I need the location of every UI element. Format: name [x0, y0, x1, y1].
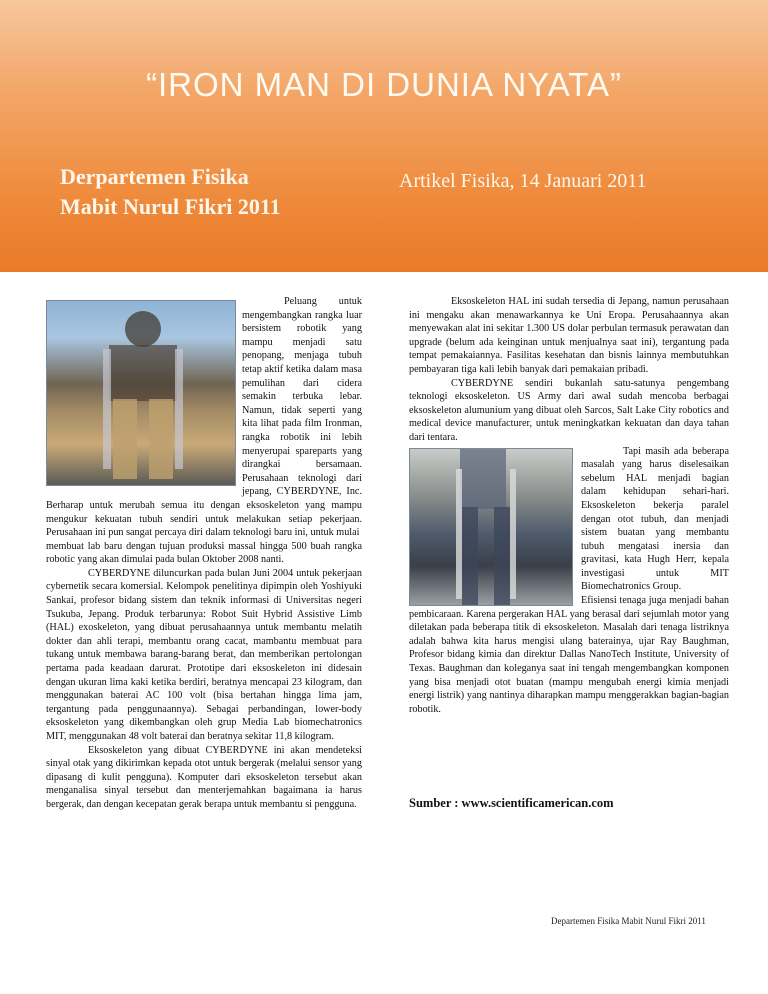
right-paragraph-2: CYBERDYNE sendiri bukanlah satu-satunya pengembang teknologi eksoskeleton. US Army dari awal sudah mencoba berbagai eksoskeleton alumunium yang dibuat oleh Sarcos, Salt Lake City robotics and medical device manufacturer, untuk meningkatkan kekuatan dan daya tahan dari tentara. — [409, 377, 729, 443]
department-name — [60, 162, 281, 222]
left-paragraph-2: membuat lab baru dengan tujuan produksi massal hingga 500 buah rangka robotic yang akan dimulai pada bulan Oktober 2008 nanti. — [46, 540, 362, 566]
left-paragraph-3: CYBERDYNE diluncurkan pada bulan Juni 2004 untuk pekerjaan cybernetik secara komersial. Kelompok penelitinya dipimpin oleh Yoshiyuki Sankai, profesor bidang sistem dan teknik informasi di Universitas negeri Tsukuba, Jepang. Produk terbarunya: Robot Suit Hybrid Assistive Limb (HAL) exoskeleton, yang dibuat perusahaannya untuk membantu melatih dokter dan ahli terapi, membantu orang cacat, mambantu membuat para tukang untuk membawa barang-barang berat, dan memberikan pertolongan pertama pada keadaan darurat. Prototipe dari eksoskeleton ini didesain dengan ukuran lima kaki ketika berdiri, beratnya mencapai 23 kilogram, dan menggunakan baterai AC 100 volt (bisa bertahan hingga lima jam, tergantung pada penggunaannya). Sebagai perbandingan, lower-body eksoskeleton yang dikembangkan oleh grup Media Lab biomechatronics MIT, menggunakan 48 volt baterai dan beratnya sekitar 11,8 kilogram. — [46, 567, 362, 742]
page-footer: Departemen Fisika Mabit Nurul Fikri 2011 — [551, 916, 706, 926]
left-paragraph-1: Peluang untuk mengembangkan rangka luar bersistem robotik yang mampu menjadi satu penopang, menjaga tubuh tetap aktif ketika dalam masa pemulihan dari cidera semakin terbuka lebar. Namun, tidak seperti yang kita lihat pada film Ironman, rangka robotik ini lebih menyerupai spareparts yang dirangkai bersamaan. Perusahaan teknologi dari jepang, CYBERDYNE, Inc. Berharap untuk merubah semua itu dengan eksoskeleton yang mampu mengukur kekuatan tubuh sendiri untuk melakukan setiap pekerjaan. Perusahaan ini pun sangat percaya diri dalam teknologi baru ini, untuk mulai — [46, 296, 362, 539]
page-title: “IRON MAN DI DUNIA NYATA” — [145, 66, 622, 103]
department-line-1: Derpartemen Fisika — [60, 164, 249, 189]
right-column — [409, 295, 729, 716]
right-paragraph-1: Eksoskeleton HAL ini sudah tersedia di Jepang, namun perusahaan ini mengaku akan menawarkannya ke Uni Eropa. Perusahaannya akan menyewakan alat ini sekitar 1.300 US dolar perbulan termasuk perawatan dan upgrade (belum ada keinginan untuk menjualnya saat ini), tergantung pada tempat pemakaiannya. Fasilitas kesehatan dan bisnis lainnya membutuhkan pembayaran tiga kali lebih banyak dari pemakaian pribadi. — [409, 296, 729, 375]
exoskeleton-photo-1 — [46, 300, 236, 486]
article-date: Artikel Fisika, 14 Januari 2011 — [399, 170, 647, 192]
department-line-2: Mabit Nurul Fikri 2011 — [60, 194, 281, 219]
left-paragraph-4: Eksoskeleton yang dibuat CYBERDYNE ini akan mendeteksi sinyal otak yang dikirimkan kepada otot untuk bergerak (melalui sensor yang dipasang di kulit pengguna). Komputer dari eksoskeleton tersebut akan menganalisa sinyal tersebut dan menterjemahkan bagaimana ia harus bergerak, dan dengan kecepatan gerak berapa untuk membantu si pengguna. — [46, 744, 362, 810]
left-column — [46, 295, 362, 812]
right-paragraph-4: Efisiensi tenaga juga menjadi bahan pembicaraan. Karena pergerakan HAL yang berasal dari sejumlah motor yang diletakan pada beberapa titik di eksoskeleton. Masalah dari tenaga listriknya adalah bahwa kita harus mengisi ulang baterainya, ujar Ray Baughman, Profesor bidang kimia dan direktur Dallas NanoTech Institute, University of Texas. Baughman dan koleganya saat ini tengah mengembangkan komponen yang bisa menjadi otot buatan (mampu mengubah energi kimia menjadi energi listrik) yang nantinya diharapkan mampu menggerakkan bagian-bagian robotik. — [409, 595, 729, 715]
exoskeleton-photo-2 — [409, 448, 573, 606]
source-citation: Sumber : www.scientificamerican.com — [409, 796, 614, 810]
header-banner — [0, 0, 768, 272]
right-paragraph-3: Tapi masih ada beberapa masalah yang harus diselesaikan sebelum HAL menjadi bagian dalam kehidupan sehari-hari. Eksoskeleton bekerja paralel dengan otot tubuh, dan menjadi sistem buatan yang membantu tubuh mengatasi inersia dan gravitasi, kata Hugh Herr, kepala investigasi untuk MIT Biomechatronics Group. — [581, 445, 729, 593]
